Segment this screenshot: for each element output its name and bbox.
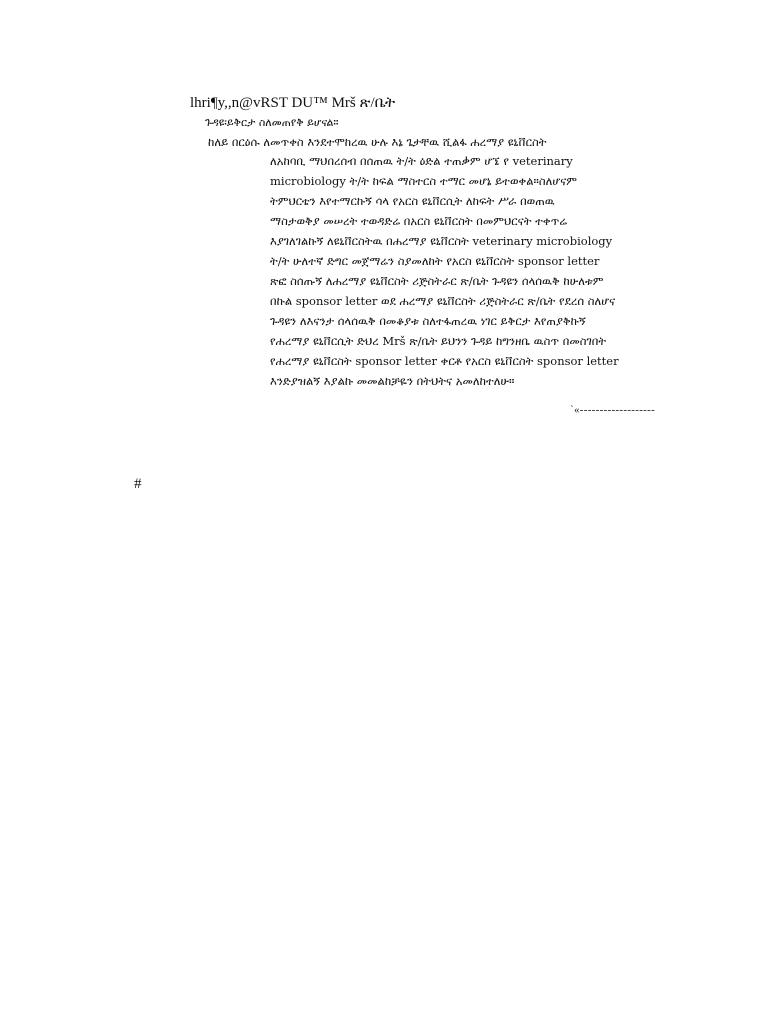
body-line: እያገለገልኩኝ ለዩኒቨርስትዉ በሐረማያ ዩኒቨርስት veterinary microbiology: [270, 234, 613, 248]
body-line: ማስታወቅያ መሠረት ተወዳድሬ በአርስ ዩኒቨርስት በመምህርናት ተቀጥሬ: [270, 214, 568, 228]
signature-line: `«-------------------: [570, 404, 656, 416]
letter-body: [270, 151, 690, 391]
body-first-line: ከለይ በርዕሱ ለመጥቀስ እንደተሞከረዉ ሁሉ እኔ ጌታቸዉ ሺልፋ ሐረማያ ዩኒቨርስት: [208, 135, 547, 149]
body-line: microbiology ት/ት ከፍል ማስተርስ ተማር መሆኔ ይተወቀል።ስለሆናም: [270, 174, 578, 188]
body-line: ጉዳዩን ለእናንታ ሰላሰዉቅ በመቆያቱ ስለተፋጠረዉ ነገር ይቅርታ እየጠያቅኩኝ: [270, 314, 586, 328]
body-line: ት/ት ሁለተኛ ድግር መጀማሬን ስያመለከት የአርስ ዩኒቨርስት sponsor letter: [270, 254, 600, 268]
body-line: ለአከባቢ ማህበረሰብ በሰጠዉ ት/ት ዕድል ተጠቃም ሆኜ የ veterinary: [270, 154, 573, 168]
body-line: በኩል sponsor letter ወደ ሐረማያ ዩኒቨርስት ሪጅስትራር ጽ/ቤት የደረሰ ስለሆና: [270, 294, 616, 308]
footer-mark: #: [134, 476, 142, 492]
body-line: ትምህርቴን እየተማርኩኝ ሳላ የአርስ ዩኒቨርሲት ለከፍት ሥራ በወጠዉ: [270, 194, 555, 208]
body-line: ጽፎ ስሰጡኝ ለሐረማያ ዩኒቨርስት ሪጅስትራር ጽ/ቤት ጉዳዩን ሰላሰዉቅ ከሁለቱም: [270, 274, 604, 288]
body-line: እንድያዝልኝ እያልኩ መመልከቻዬን በትህትና አመለከተለሁ።: [270, 374, 515, 388]
letter-subject: ጉዳዩ፡ይቅርታ ስለመጠየቅ ይሆናል።: [205, 116, 339, 129]
letter-header: lhri¶y,,n@vRST DU™ Mrš ጽ/ቤት: [190, 95, 396, 111]
body-line: የሐረማያ ዩኒቨርሲት ድህረ Mrš ጽ/ቤት ይህንን ጉዳይ ከግንዘቤ ዉስጥ በመስገበት: [270, 334, 607, 348]
body-line: የሐረማያ ዩኒቨርስት sponsor letter ቀርቶ የአርስ ዩኒቨርስት sponsor letter: [270, 354, 619, 368]
